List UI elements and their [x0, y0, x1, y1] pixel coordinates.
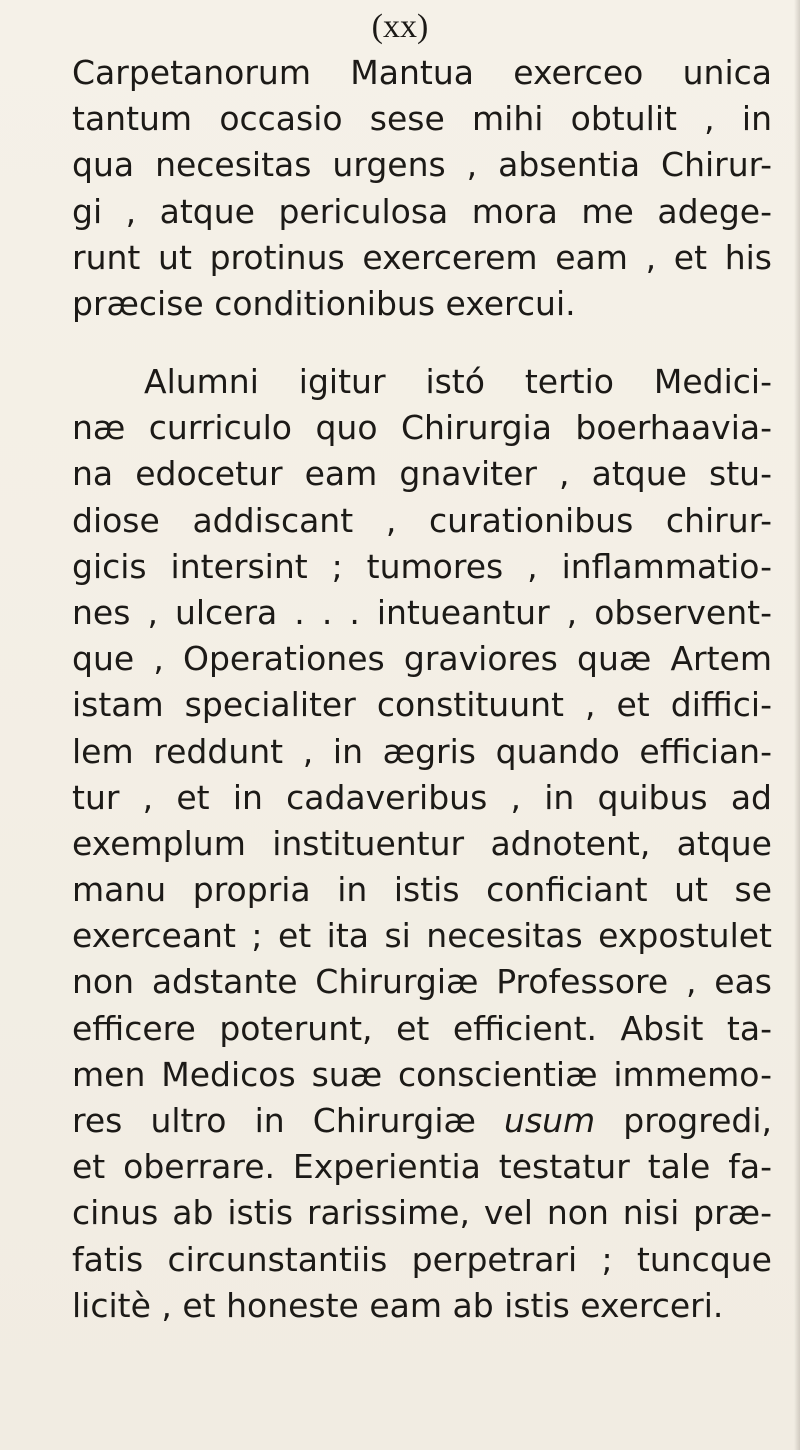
text-line-with-italic: [72, 1098, 772, 1144]
text-line: qua necesitas urgens , absentia Chirur-: [72, 145, 772, 185]
text-line: men Medicos suæ conscientiæ immemo-: [72, 1054, 772, 1094]
text-run: progredi,: [595, 1101, 772, 1140]
text-line: gicis intersint ; tumores , inflammatio-: [72, 546, 772, 586]
text-line: non adstante Chirurgiæ Professore , eas: [72, 962, 772, 1002]
italic-word: usum: [504, 1101, 596, 1140]
text-line: tantum occasio sese mihi obtulit , in: [72, 99, 772, 139]
text-line: na edocetur eam gnaviter , atque stu-: [72, 454, 772, 494]
text-line: præcise conditionibus exercui.: [72, 283, 576, 323]
text-line: Alumni igitur istó tertio Medici-: [144, 362, 772, 401]
text-line: exemplum instituentur adnotent, atque: [72, 823, 772, 863]
text-line: lem reddunt , in ægris quando effician-: [72, 731, 772, 771]
text-line: næ curriculo quo Chirurgia boerhaavia-: [72, 408, 772, 448]
text-line: gi , atque periculosa mora me adege-: [72, 191, 772, 231]
page-edge-shadow: [794, 0, 800, 1450]
text-line: runt ut protinus exercerem eam , et his: [72, 237, 772, 277]
paragraph-2: [72, 359, 772, 1329]
text-line: diose addiscant , curationibus chirur-: [72, 500, 772, 540]
text-line: cinus ab istis rarissime, vel non nisi præ-: [72, 1193, 772, 1233]
text-line: que , Operationes graviores quæ Artem: [72, 639, 772, 679]
text-line: Carpetanorum Mantua exerceo unica: [72, 53, 772, 92]
text-line: efficere poterunt, et efficient. Absit ta-: [72, 1008, 772, 1048]
text-line: istam specialiter constituunt , et diffici-: [72, 685, 772, 725]
text-line: exerceant ; et ita si necesitas expostulet: [72, 916, 772, 956]
text-line: nes , ulcera . . . intueantur , observent-: [72, 592, 772, 632]
text-run: res ultro in Chirurgiæ: [72, 1101, 505, 1140]
text-line: fatis circunstantiis perpetrari ; tuncque: [72, 1239, 772, 1279]
text-line: et oberrare. Experientia testatur tale fa-: [72, 1147, 772, 1187]
text-line: licitè , et honeste eam ab istis exerceri.: [72, 1285, 724, 1325]
text-line: manu propria in istis conficiant ut se: [72, 870, 772, 910]
paragraph-1: [72, 50, 772, 327]
text-line: tur , et in cadaveribus , in quibus ad: [72, 777, 772, 817]
page-number-header: (xx): [371, 8, 429, 45]
